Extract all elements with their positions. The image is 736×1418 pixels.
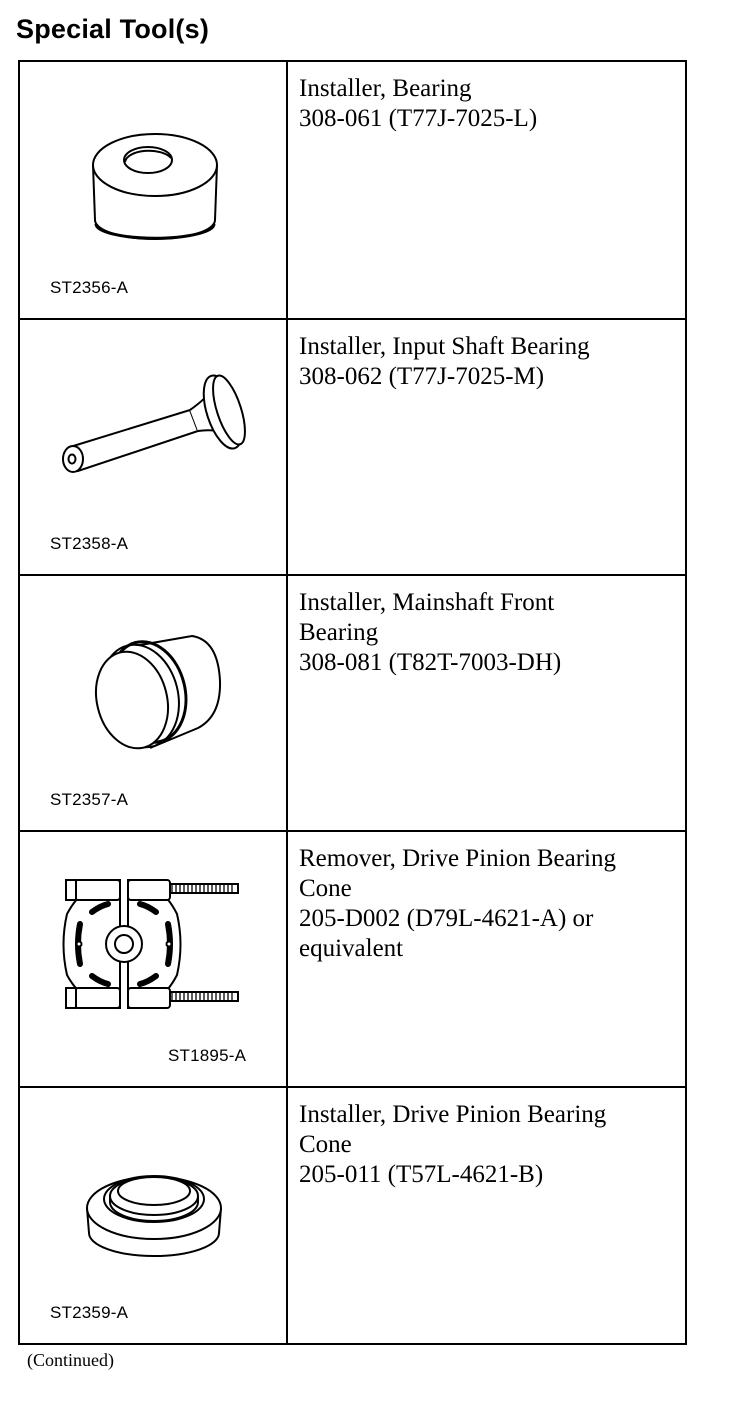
tool-description [288, 320, 685, 574]
tool-name: Installer, Bearing [299, 75, 472, 102]
tool-row [20, 576, 685, 832]
tool-row [20, 320, 685, 576]
tool-illustration-cell [20, 576, 288, 830]
tool-illustration-cell [20, 1088, 288, 1343]
tool-name: Installer, Drive Pinion Bearing [299, 1101, 607, 1128]
tool-name-cont: Cone [299, 1131, 352, 1158]
tool-illustration-cell [20, 832, 288, 1086]
tool-number: 308-061 (T77J-7025-L) [299, 105, 538, 132]
tool-number-cont: equivalent [299, 935, 404, 962]
tool-number: 205-D002 (D79L-4621-A) or [299, 905, 594, 932]
illustration-code: ST2358-A [50, 534, 129, 553]
tool-number: 205-011 (T57L-4621-B) [299, 1161, 544, 1188]
tool-name-cont: Cone [299, 875, 352, 902]
tool-description [288, 1088, 685, 1343]
tool-illustration-cell [20, 320, 288, 574]
page-title: Special Tool(s) [16, 14, 210, 44]
tool-number: 308-062 (T77J-7025-M) [299, 363, 545, 390]
tool-description [288, 62, 685, 318]
tool-illustration-cell [20, 62, 288, 318]
tool-number: 308-081 (T82T-7003-DH) [299, 649, 562, 676]
illustration-code: ST2356-A [50, 278, 129, 297]
tool-row [20, 832, 685, 1088]
tool-name: Installer, Mainshaft Front [299, 589, 555, 616]
tool-row [20, 62, 685, 320]
illustration-code: ST2357-A [50, 790, 129, 809]
continued-note: (Continued) [27, 1350, 114, 1370]
tool-row [20, 1088, 685, 1343]
tool-name-cont: Bearing [299, 619, 379, 646]
illustration-code: ST2359-A [50, 1303, 129, 1322]
tool-name: Installer, Input Shaft Bearing [299, 333, 590, 360]
special-tools-table [18, 60, 687, 1345]
tool-description [288, 832, 685, 1086]
illustration-code: ST1895-A [168, 1046, 247, 1065]
tool-name: Remover, Drive Pinion Bearing [299, 845, 616, 872]
tool-description [288, 576, 685, 830]
